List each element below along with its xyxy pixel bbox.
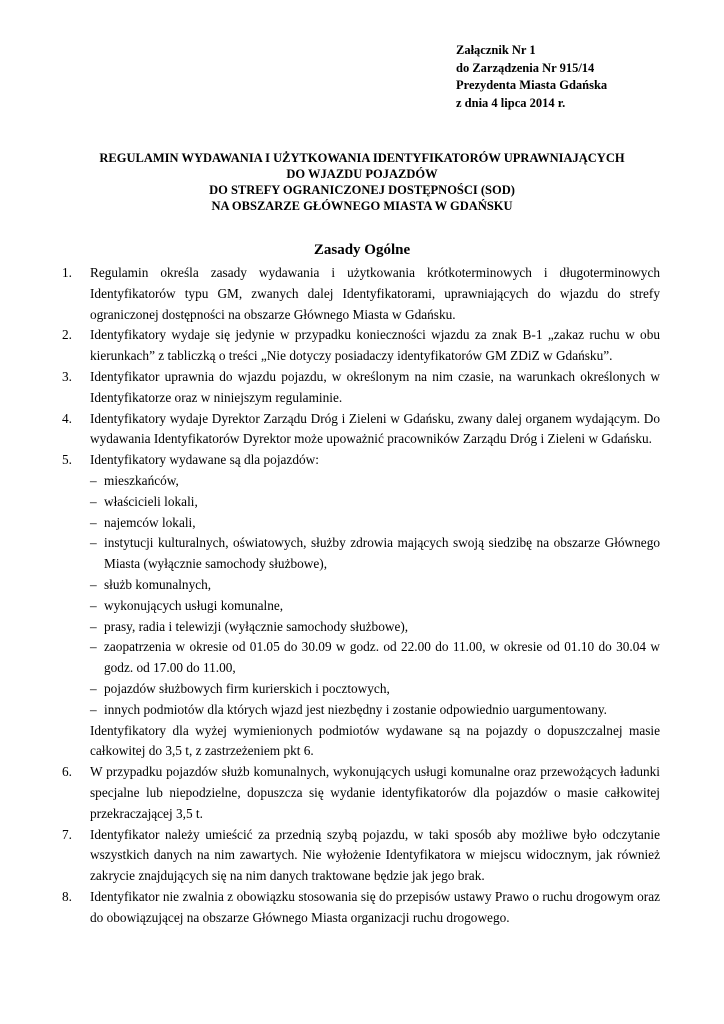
rule-number: 1. <box>62 265 72 280</box>
annex-line-3: Prezydenta Miasta Gdańska <box>456 78 608 92</box>
list-item-text: zaopatrzenia w okresie od 01.05 do 30.09 w godz. od 22.00 do 11.00, w okresie od 01.10 do 30.04 w godz. od 17.00 do 11.00, <box>104 639 660 676</box>
title-line-4: NA OBSZARZE GŁÓWNEGO MIASTA W GDAŃSKU <box>211 199 513 213</box>
list-item: – właścicieli lokali, <box>90 493 198 509</box>
title-line-3: DO STREFY OGRANICZONEJ DOSTĘPNOŚCI (SOD) <box>209 183 515 197</box>
annex-line-2: do Zarządzenia Nr 915/14 <box>456 60 595 75</box>
rule-number: 4. <box>62 410 72 426</box>
list-item-text: służb komunalnych, <box>104 576 212 592</box>
vehicle-category-list <box>90 471 660 721</box>
rule-note: Identyfikatory dla wyżej wymienionych podmiotów wydawane są na pojazdy o dopuszczalnej masie całkowitej do 3,5 t, z zastrzeżeniem pkt 6. <box>90 722 660 759</box>
list-item: – wykonujących usługi komunalne, <box>90 597 284 613</box>
annex-line-1: Załącznik Nr 1 <box>456 43 536 57</box>
list-item-text: wykonujących usługi komunalne, <box>104 597 284 613</box>
rule-item <box>62 762 660 824</box>
list-item: – pojazdów służbowych firm kurierskich i pocztowych, <box>90 680 390 696</box>
title-line-2: DO WJAZDU POJAZDÓW <box>286 167 438 181</box>
list-item-text: innych podmiotów dla których wjazd jest niezbędny i zostanie odpowiednio uargumentowany. <box>104 701 607 717</box>
rule-text: Identyfikator uprawnia do wjazdu pojazdu, w określonym na nim czasie, na warunkach określonych w Identyfikatorze oraz w niniejszym regulaminie. <box>90 368 660 405</box>
annex-line-4: z dnia 4 lipca 2014 r. <box>456 95 566 110</box>
list-item: – służb komunalnych, <box>90 576 212 592</box>
rule-item <box>62 263 660 325</box>
section-heading: Zasady Ogólne <box>313 242 411 258</box>
rule-item <box>62 825 660 887</box>
rule-item <box>62 367 660 409</box>
list-item-text: pojazdów służbowych firm kurierskich i pocztowych, <box>104 680 390 696</box>
list-item: – prasy, radia i telewizji (wyłącznie samochody służbowe), <box>90 618 409 634</box>
rule-item <box>62 409 660 451</box>
rules-list <box>62 263 660 929</box>
rule-number: 7. <box>62 826 72 842</box>
title-line-1: REGULAMIN WYDAWANIA I UŻYTKOWANIA IDENTYFIKATORÓW UPRAWNIAJĄCYCH <box>99 151 625 165</box>
list-item: – mieszkańców, <box>90 472 179 488</box>
rule-number: 2. <box>62 327 72 343</box>
rule-item <box>62 325 660 367</box>
rule-text: Regulamin określa zasady wydawania i użytkowania krótkoterminowych i długoterminowych Identyfikatorów typu GM, zwanych dalej Identyfikatorami, uprawniających do wjazdu do strefy ograniczonej dostępności na obszarze Głównego Miasta w Gdańsku. <box>90 265 660 322</box>
rule-text: Identyfikator należy umieścić za przednią szybą pojazdu, w taki sposób aby możliwe było odczytanie wszystkich danych na nim zawartych. Nie wyłożenie Identyfikatora w miejscu widocznym, jak również zakrycie znajdujących się na nim danych traktowane będzie jak jego brak. <box>90 826 660 884</box>
rule-text: W przypadku pojazdów służb komunalnych, wykonujących usługi komunalne oraz przewożących ładunki specjalne lub niepodzielne, dopuszcza się wydanie identyfikatorów dla pojazdów o masie całkowitej przekraczającej 3,5 t. <box>90 764 660 821</box>
list-item-text: najemców lokali, <box>104 514 196 530</box>
rule-number: 8. <box>62 888 72 904</box>
rule-item <box>62 450 660 762</box>
rule-item <box>62 887 660 929</box>
rule-number: 3. <box>62 368 72 384</box>
list-item: – najemców lokali, <box>90 514 196 530</box>
rule-text: Identyfikatory wydawane są dla pojazdów: <box>90 452 319 468</box>
rule-number: 6. <box>62 764 72 780</box>
list-item-text: instytucji kulturalnych, oświatowych, służby zdrowia mających swoją siedzibę na obszarze Głównego Miasta (wyłącznie samochody służbowe), <box>104 535 660 572</box>
rule-text: Identyfikator nie zwalnia z obowiązku stosowania się do przepisów ustawy Prawo o ruchu drogowym oraz do obowiązującej na obszarze Głównego Miasta organizacji ruchu drogowego. <box>90 888 660 925</box>
list-item-text: mieszkańców, <box>104 472 179 488</box>
rule-text: Identyfikatory wydaje się jedynie w przypadku konieczności wjazdu za znak B-1 „zakaz ruchu w obu kierunkach” z tabliczką o treści „Nie dotyczy posiadaczy identyfikatorów GM ZDiZ w Gdańsku”. <box>90 327 660 364</box>
annex-header <box>456 42 607 112</box>
list-item-text: prasy, radia i telewizji (wyłącznie samochody służbowe), <box>104 618 409 634</box>
list-item-text: właścicieli lokali, <box>104 493 198 509</box>
list-item: – instytucji kulturalnych, oświatowych, służby zdrowia mających swoją siedzibę na obszarze Głównego Miasta (wyłącznie samochody służbowe), <box>90 535 660 572</box>
list-item: – innych podmiotów dla których wjazd jest niezbędny i zostanie odpowiednio uargumentowany. <box>90 701 607 717</box>
rule-number: 5. <box>62 452 72 468</box>
list-item: – zaopatrzenia w okresie od 01.05 do 30.09 w godz. od 22.00 do 11.00, w okresie od 01.10 do 30.04 w godz. od 17.00 do 11.00, <box>90 639 660 676</box>
rule-text: Identyfikatory wydaje Dyrektor Zarządu Dróg i Zieleni w Gdańsku, zwany dalej organem wydającym. Do wydawania Identyfikatorów Dyrektor może upoważnić pracowników Zarządu Dróg i Zieleni w Gdańsku. <box>90 410 660 447</box>
document-title <box>40 150 684 214</box>
